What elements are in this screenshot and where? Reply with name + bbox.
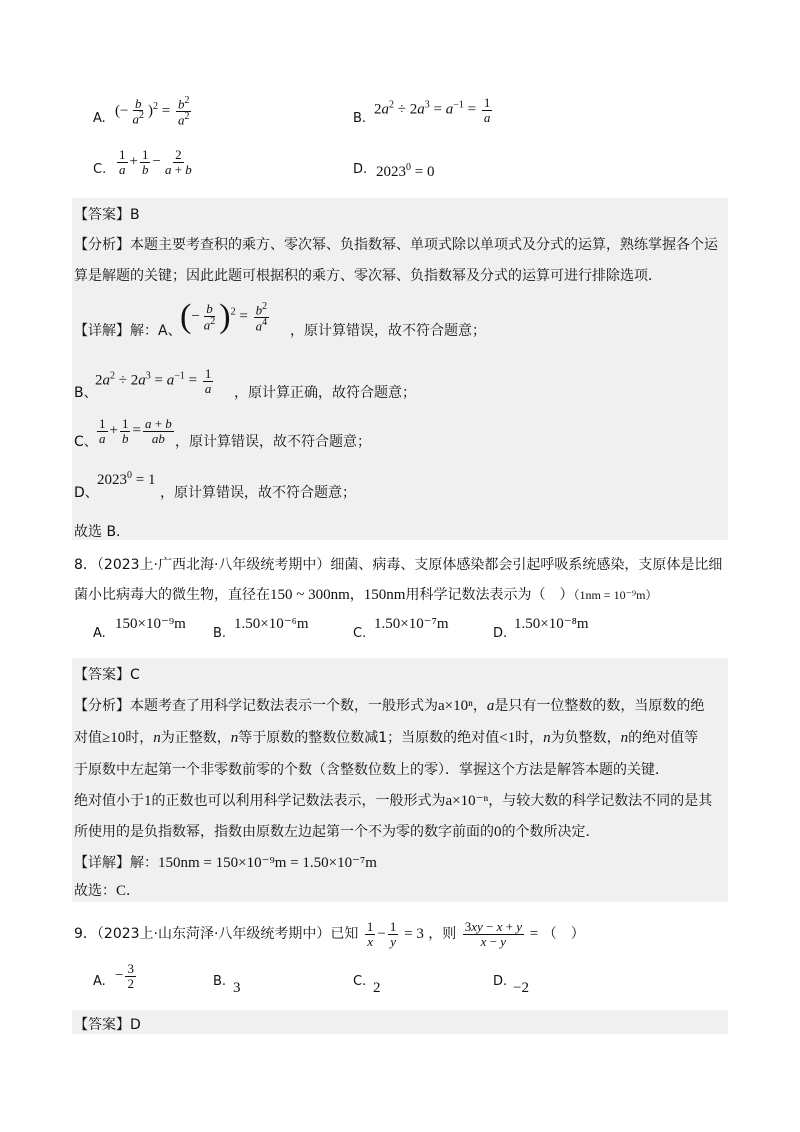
q9-option-b-label: B. (213, 974, 227, 989)
q7-answer: 【答案】B (74, 207, 140, 223)
q9-option-d-value: −2 (513, 980, 529, 996)
q8-option-a-value: 150×10⁻⁹m (115, 616, 186, 632)
q8-a4-a: 绝对值小于 (74, 793, 144, 809)
q8-conclusion-b: C (116, 883, 127, 899)
q7-detail-d-prefix: D、 (74, 485, 99, 501)
q8-a4-math: a×10⁻ⁿ (445, 793, 489, 809)
q8-a2-h: 为负整数， (550, 730, 621, 746)
q7-detail-c-tail: ，原计算错误，故不符合题意； (175, 434, 371, 450)
q7-detail-d-expr: $2023^0 = 1$ (97, 470, 156, 488)
q8-a1-math: a×10ⁿ (438, 698, 473, 714)
q7-detail-d-tail: ，原计算错误，故不符合题意； (160, 485, 356, 501)
q7-detail-a-expr: (− $\frac{b}{a^2}$ )$^2$ = $\frac{b^2}{a^4}$ (180, 298, 268, 335)
q7-option-d-rest: = 0 (411, 164, 435, 180)
q8-detail-prefix: 【详解】解： (74, 855, 158, 871)
q7-option-b-label: B. (353, 111, 367, 126)
q7-detail-b-tail: ，原计算正确，故符合题意； (234, 385, 416, 401)
q8-option-d-label: D. (493, 626, 508, 641)
q8-a2-e: 1；当原数的绝对值 (378, 730, 500, 746)
q8-a2-d: 等于原数的整数位数减 (238, 730, 379, 746)
q8-analysis-line3: 于原数中左起第一个非零数前零的个数（含整数位数上的零）．掌握这个方法是解答本题的关键． (74, 762, 669, 778)
q8-option-b-value: 1.50×10⁻⁶m (234, 616, 309, 632)
q8-a2-a: 对值 (74, 730, 102, 746)
q8-option-d-value: 1.50×10⁻⁸m (514, 616, 589, 632)
q7-detail-prefix: 【详解】解：A、 (74, 323, 182, 339)
q8-option-b-label: B. (213, 626, 227, 641)
q9-target-expr: $\frac{3xy - x + y}{x - y}$ = (464, 919, 539, 949)
q8-option-a-label: A. (93, 626, 106, 641)
q8-a4-c: 的正数也可以利用科学记数法表示，一般形式为 (151, 793, 446, 809)
q7-option-a-expr: (− $\frac{b}{a^2}$ )$^2$ = $\frac{b^2}{a^2}$ (115, 95, 190, 128)
q8-line1: 8．（2023上·广西北海·八年级统考期中）细菌、病毒、支原体感染都会引起呼吸系统感染，支原体是比细 (74, 557, 723, 573)
q8-detail (74, 852, 377, 872)
q8-analysis-line4 (74, 790, 712, 810)
q8-a2-b: 时， (125, 730, 154, 746)
q8-option-c-value: 1.50×10⁻⁷m (374, 616, 449, 632)
q7-option-d-expr: $2023^0 = 0$ (376, 162, 435, 180)
q8-conclusion-c: ． (126, 883, 141, 899)
q7-analysis-line2: 算是解题的关键；因此此题可根据积的乘方、零次幂、负指数幂及分式的运算可进行排除选项． (74, 268, 662, 284)
q7-option-c-label: C. (93, 162, 107, 177)
q7-option-d-label: D. (353, 162, 368, 177)
q9-option-a-label: A. (93, 974, 106, 989)
q9-line1 (74, 920, 585, 948)
q8-a5-text: 所使用的是负指数幂，指数由原数左边起第一个不为零的数字前面的 (74, 824, 494, 840)
q9-answer: 【答案】D (74, 1017, 141, 1033)
q8-analysis-line5 (74, 821, 600, 841)
q8-a5-zero: 0 (494, 824, 502, 840)
q8-answer: 【答案】C (74, 667, 140, 683)
q8-a2-g: 时， (515, 730, 544, 746)
q8-line2 (74, 584, 657, 604)
q8-a5-tail: 的个数所决定． (501, 824, 600, 840)
q8-option-c-label: C. (353, 626, 367, 641)
q9-option-c-label: C. (353, 974, 367, 989)
q7-option-b-expr: $2a^2 \div 2a^3 = a^{-1}$ = $\frac{1}{a}$ (374, 95, 491, 125)
q9-given-expr: $\frac{1}{x}$ − $\frac{1}{y}$ = 3 (366, 919, 424, 949)
q9-option-b-value: 3 (233, 980, 241, 996)
q7-conclusion: 故选 B. (74, 524, 121, 540)
q9-line1-b: ，则 (428, 926, 457, 943)
q9-answer-block (72, 1010, 728, 1034)
q8-a1-text: 【分析】本题考查了用科学记数法表示一个数，一般形式为 (74, 698, 438, 714)
q7-option-d-value: 2023 (376, 164, 406, 180)
q8-detail-math: 150nm = 150×10⁻⁹m = 1.50×10⁻⁷m (158, 855, 377, 871)
q7-detail-b-expr: $2a^2 \div 2a^3 = a^{-1}$ = $\frac{1}{a}$ (95, 366, 212, 396)
q7-detail-b-prefix: B、 (74, 385, 98, 401)
q7-detail-a-tail: ，原计算错误，故不符合题意； (290, 323, 486, 339)
q8-line2-a: 菌小比病毒大的微生物，直径在 (74, 587, 270, 603)
q9-line1-a: 9．（2023上·山东菏泽·八年级统考期中）已知 (74, 926, 359, 943)
q8-a2-c: 为正整数， (160, 730, 231, 746)
q7-option-c-expr: $\frac{1}{a}$ + $\frac{1}{b}$ − $\frac{2}{a + b}$ (119, 147, 192, 177)
q8-a2-f: <1 (499, 730, 516, 746)
q8-conclusion (74, 880, 140, 900)
q7-analysis-line1: 【分析】本题主要考查积的乘方、零次幂、负指数幂、单项式除以单项式及分式的运算，熟练掌握各个运 (74, 237, 718, 253)
q8-a2-math: ≥10 (102, 730, 126, 746)
q7-option-a-label: A. (93, 111, 106, 126)
q8-a4-d: ，与较大数的科学记数法不同的是其 (488, 793, 713, 809)
q9-option-c-value: 2 (373, 980, 381, 996)
q8-line2-b: ， (349, 587, 364, 603)
q8-conclusion-a: 故选： (74, 883, 116, 899)
q8-line2-c: 用科学记数法表示为（ ） (405, 587, 574, 603)
q8-note: （1nm = 10⁻⁹m） (573, 588, 658, 602)
q8-a2-i: 的绝对值等 (628, 730, 699, 746)
q8-analysis-line1: 【分析】本题考查了用科学记数法表示一个数，一般形式为a×10ⁿ，a是只有一位整数的数，当原数的绝 (74, 698, 705, 714)
q8-analysis-line2: 对值≥10时，n为正整数，n等于原数的整数位数减1；当原数的绝对值<1时，n为负整数，n的绝对值等 (74, 730, 699, 746)
q7-detail-c-prefix: C、 (74, 434, 98, 450)
q8-a4-b: 1 (144, 793, 152, 809)
q8-range: 150 ~ 300nm (270, 587, 350, 603)
q9-option-d-label: D. (493, 974, 508, 989)
q9-line1-c: （ ） (542, 926, 585, 943)
q8-a1-tail: 是只有一位整数的数，当原数的绝 (494, 698, 705, 714)
q8-a1-comma: ， (472, 698, 487, 714)
q7-detail-c-expr: $\frac{1}{a}$ + $\frac{1}{b}$ = $\frac{a + b}{ab}$ (99, 416, 172, 446)
q9-option-a-expr: − $\frac{3}{2}$ (115, 961, 134, 991)
q8-value: 150nm (363, 587, 406, 603)
